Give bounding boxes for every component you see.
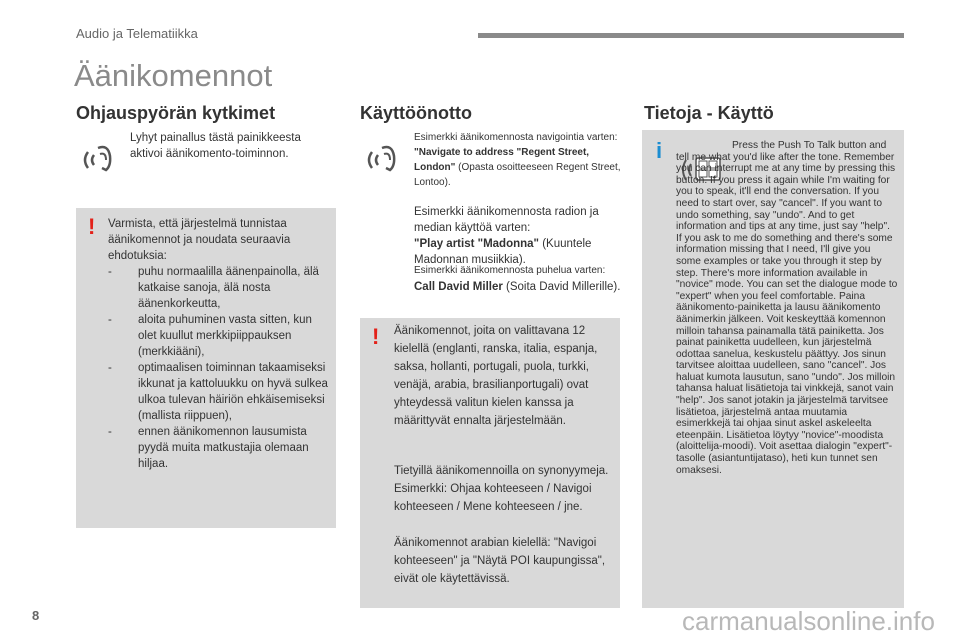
phone-translation: (Soita David Millerille). — [502, 281, 621, 293]
info-icon: i — [656, 138, 663, 163]
phone-example-label: Esimerkki äänikomennosta puhelua varten: — [414, 265, 606, 276]
warning-item — [108, 360, 330, 424]
col2-phone-example — [414, 262, 626, 295]
dash: - — [108, 426, 112, 438]
col2-languages-text: Äänikomennot, joita on valittavana 12 kielellä (englanti, ranska, italia, espanja, saksa, hollanti, portugali, puola, turkki, venäjä, arabia, brasilianportugali) ovat yhteydessä valitun kielen kanssa ja määrittyvät ennalta järjestelmään. — [394, 325, 598, 427]
synonyms-example: Esimerkki: Ohjaa kohteeseen / Navigoi kohteeseen / Mene kohteeseen / jne. — [394, 483, 592, 513]
warning-intro: Varmista, että järjestelmä tunnistaa äänikomennot ja noudata seuraavia ehdotuksia: — [108, 218, 291, 262]
nav-example-label: Esimerkki äänikomennosta navigointia varten: — [414, 132, 618, 143]
col1-heading: Ohjauspyörän kytkimet — [76, 103, 276, 123]
header-bar — [478, 33, 904, 38]
warning-icon: ! — [88, 214, 96, 239]
col2-nav-example — [414, 130, 626, 190]
col2-arabic-note: Äänikomennot arabian kielellä: "Navigoi kohteeseen" ja "Näytä POI kaupungissa", eivät ole käytettävissä. — [394, 537, 606, 585]
warning-item — [108, 312, 330, 360]
col3-info-text: Press the Push To Talk button and tell me what you'd like after the tone. Remember you can interrupt me at any time by pressing this button. If you press it again while I'm waiting for you to speak, it'll end the conversation. If you need to start over, say "cancel". If you want to undo something, say "undo". And to get information and tips at any time, just say "help". If you ask to me do something and there's some information missing that I need, I'll give you some examples or take you through it step by step. There's more information available in "novice" mode. You can set the dialogue mode to "expert" when you feel comfortable. Paina äänikomento-painiketta ja lausu äänikomento äänimerkin jälkeen. Voit keskeyttää komennon milloin tahansa painamalla tätä painiketta. Jos painat painiketta uudelleen, kun järjestelmä odottaa sanelua, keskustelu päättyy. Jos sinun tarvitsee aloittaa uudelleen, sano "cancel". Jos haluat kumota lausutun, sano "undo". Jos milloin tahansa haluat lisätietoja tai vinkkejä, sanot vain "help". Jos sanot jotakin ja järjestelmä tarvitsee lisätietoa, järjestelmä antaa muutamia esimerkkejä tai ohjaa sinut askel askeleelta eteenpäin. Lisätietoa löytyy "novice"-moodista (aloittelija-moodi). Voit asettaa dialogin "expert"-tasolle (asiantuntijataso), heti kun tunnet sen omaksesi. — [676, 140, 898, 476]
page-title: Äänikomennot — [74, 58, 273, 93]
col1-warning-text — [108, 216, 330, 472]
radio-translation: (Kuuntele Madonnan musiikkia). — [414, 238, 592, 266]
col3-heading: Tietoja - Käyttö — [644, 103, 774, 123]
warning-icon: ! — [372, 324, 380, 349]
header-section-title: Audio ja Telematiikka — [76, 26, 198, 41]
voice-button-icon — [78, 138, 124, 184]
col2-radio-example — [414, 204, 626, 268]
phone-command: Call David Miller — [414, 281, 503, 293]
dash: - — [108, 362, 112, 374]
dash: - — [108, 266, 112, 278]
warning-item — [108, 424, 330, 472]
warning-item — [108, 264, 330, 312]
warning-item-text: optimaalisen toiminnan takaamiseksi ikkunat ja kattoluukku on hyvä sulkea ulkoa tulevan häiriön ehkäisemiseksi (mallista riippuen), — [138, 362, 328, 422]
watermark: carmanualsonline.info — [682, 606, 935, 636]
synonyms-text: Tietyillä äänikomennoilla on synonyymeja. — [394, 465, 609, 477]
page-number: 8 — [32, 608, 40, 623]
warning-item-text: ennen äänikomennon lausumista pyydä muita matkustajia olemaan hiljaa. — [138, 426, 309, 470]
col1-intro: Lyhyt painallus tästä painikkeesta aktivoi äänikomento-toiminnon. — [130, 132, 301, 160]
warning-item-text: aloita puhuminen vasta sitten, kun olet kuullut merkkipiippauksen (merkkiääni), — [138, 314, 312, 358]
warning-item-text: puhu normaalilla äänenpainolla, älä katkaise sanoja, älä nosta äänenkorkeutta, — [138, 266, 319, 310]
col2-synonyms — [394, 462, 614, 516]
voice-button-icon — [362, 138, 408, 184]
dash: - — [108, 314, 112, 326]
nav-command: "Navigate to address "Regent Street, London" — [414, 147, 590, 173]
radio-example-label: Esimerkki äänikomennosta radion ja median käyttöä varten: — [414, 206, 599, 234]
nav-translation: (Opasta osoitteeseen Regent Street, Lontoo). — [414, 162, 621, 188]
radio-command: "Play artist "Madonna" — [414, 238, 539, 250]
col2-heading: Käyttöönotto — [360, 103, 472, 123]
